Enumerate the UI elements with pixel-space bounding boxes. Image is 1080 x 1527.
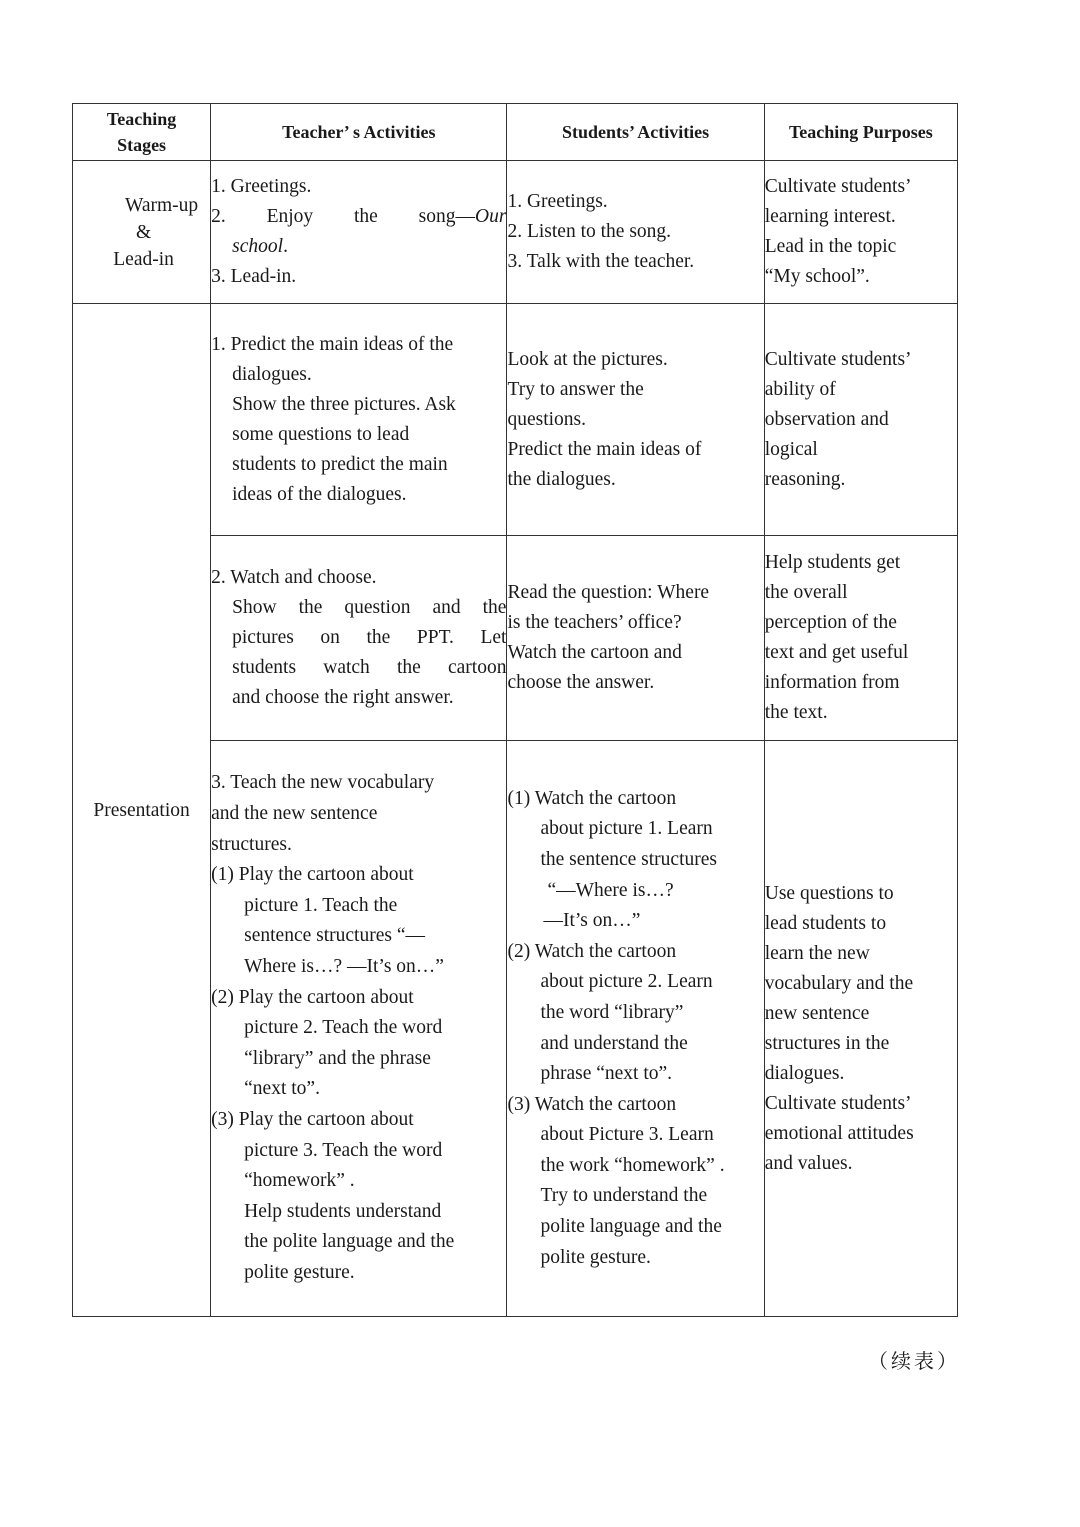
text-line: observation and xyxy=(764,408,889,430)
text-line: Cultivate students’ xyxy=(764,1092,912,1114)
text-word: 2. xyxy=(211,206,226,227)
text-line: (2) Watch the cartoon xyxy=(507,940,677,962)
text-line: pictures on the PPT. Let xyxy=(232,627,507,648)
text-line: about picture 1. Learn xyxy=(540,818,713,840)
text-line: learn the new xyxy=(764,942,870,964)
text-line: 2. Watch and choose. xyxy=(211,567,377,588)
text-line: structures. xyxy=(211,833,292,855)
text-word xyxy=(419,202,507,232)
text-line: Cultivate students’ xyxy=(764,348,912,370)
text-line: vocabulary and the xyxy=(764,972,914,994)
text-word: Enjoy xyxy=(266,206,314,227)
text-line: the polite language and the xyxy=(244,1231,455,1253)
presentation-2-students-activities xyxy=(507,536,764,741)
text-line: reasoning. xyxy=(764,468,846,490)
text-line: ability of xyxy=(764,378,836,400)
text-line: 3. Lead-in. xyxy=(211,266,297,287)
text-line: polite gesture. xyxy=(540,1246,651,1268)
text-line: dialogues. xyxy=(232,363,312,385)
header-teaching-stages: Teaching Stages xyxy=(73,104,211,161)
text-line: learning interest. xyxy=(764,206,896,227)
text-line: some questions to lead xyxy=(232,423,410,445)
text-line: the overall xyxy=(764,582,848,603)
text-line: information from xyxy=(764,672,900,693)
warm-up-teacher-activities xyxy=(211,161,507,304)
text-line: Try to answer the xyxy=(507,378,644,400)
text-line: (3) Play the cartoon about xyxy=(211,1108,414,1130)
header-students-activities: Students’ Activities xyxy=(507,104,764,161)
presentation-1-teacher-activities xyxy=(211,304,507,536)
text-line: the dialogues. xyxy=(507,468,616,490)
text-line: the text. xyxy=(764,702,828,723)
text-line: picture 3. Teach the word xyxy=(244,1139,443,1161)
header-teaching-purposes: Teaching Purposes xyxy=(764,104,957,161)
song-title: Our xyxy=(475,206,507,227)
text-line: choose the answer. xyxy=(507,672,655,693)
presentation-1-students-activities xyxy=(507,304,764,536)
text-line: picture 2. Teach the word xyxy=(244,1017,443,1039)
text-line: polite language and the xyxy=(540,1216,722,1238)
presentation-3-students-activities xyxy=(507,741,764,1317)
text-line: and choose the right answer. xyxy=(232,687,454,708)
text-line: picture 1. Teach the xyxy=(244,894,398,916)
text-line: 2. Listen to the song. xyxy=(507,221,672,242)
text-line: 1. Greetings. xyxy=(211,176,312,197)
song-title: school xyxy=(232,236,284,257)
text-line: about picture 2. Learn xyxy=(540,971,713,993)
text-line: 1. Greetings. xyxy=(507,191,608,212)
stage-warm-up-1: Warm-up xyxy=(124,194,199,216)
text-line: Try to understand the xyxy=(540,1185,708,1207)
text-line: students to predict the main xyxy=(232,453,448,475)
continued-table-note: （续表） xyxy=(868,1349,960,1373)
stage-presentation: Presentation xyxy=(73,304,211,1317)
text-line: students watch the cartoon xyxy=(232,657,507,678)
row-warm-up xyxy=(73,161,958,304)
text-line: lead students to xyxy=(764,912,887,934)
text-line: dialogues. xyxy=(764,1062,845,1084)
stage-warm-up-2: & xyxy=(135,221,152,243)
text-line: Predict the main ideas of xyxy=(507,438,702,460)
text-line: school. xyxy=(232,236,288,257)
presentation-2-teacher-activities xyxy=(211,536,507,741)
text-line: questions. xyxy=(507,408,587,430)
text-line: 1. Predict the main ideas of the xyxy=(211,333,454,355)
text-line xyxy=(211,202,506,232)
text-line: —It’s on…” xyxy=(543,910,641,932)
text-line: “next to”. xyxy=(244,1078,320,1100)
text-line: ideas of the dialogues. xyxy=(232,483,407,505)
warm-up-purposes xyxy=(764,161,957,304)
text-line: 3. Teach the new vocabulary xyxy=(211,772,435,794)
text-word: song— xyxy=(418,206,476,227)
text-line: (2) Play the cartoon about xyxy=(211,986,414,1008)
text-line: Look at the pictures. xyxy=(507,348,668,370)
text-line: Show the three pictures. Ask xyxy=(232,393,456,415)
text-line: Cultivate students’ xyxy=(764,176,912,197)
text-line: Show the question and the xyxy=(232,597,507,618)
text-line: the word “library” xyxy=(540,1001,684,1023)
text-line: “My school”. xyxy=(764,266,870,287)
row-presentation-1 xyxy=(73,304,958,536)
text-line: Help students get xyxy=(764,552,901,573)
presentation-2-purposes xyxy=(764,536,957,741)
text-line: the work “homework” . xyxy=(540,1154,725,1176)
text-word: the xyxy=(354,206,378,227)
text-line: phrase “next to”. xyxy=(540,1063,673,1085)
text-line: (1) Play the cartoon about xyxy=(211,864,414,886)
text-line: structures in the xyxy=(764,1032,890,1054)
text-line: “—Where is…? xyxy=(547,879,674,901)
header-teacher-activities: Teacher’ s Activities xyxy=(211,104,507,161)
text-line: the sentence structures xyxy=(540,848,717,870)
warm-up-students-activities xyxy=(507,161,764,304)
stage-warm-up-3: Lead-in xyxy=(113,248,174,270)
text-line: Watch the cartoon and xyxy=(507,642,682,663)
text-line: (3) Watch the cartoon xyxy=(507,1093,677,1115)
text-line: Help students understand xyxy=(244,1200,442,1222)
presentation-1-purposes xyxy=(764,304,957,536)
text-line: polite gesture. xyxy=(244,1261,355,1283)
presentation-3-teacher-activities xyxy=(211,741,507,1317)
text-line: (1) Watch the cartoon xyxy=(507,787,677,809)
stage-warm-up xyxy=(73,161,211,304)
text-line: perception of the xyxy=(764,612,897,633)
text-line: is the teachers’ office? xyxy=(507,612,682,633)
text-line: and values. xyxy=(764,1152,853,1174)
text-line: Read the question: Where xyxy=(507,582,710,603)
text-line: Use questions to xyxy=(764,882,894,904)
text-line: emotional attitudes xyxy=(764,1122,914,1144)
text-line: and the new sentence xyxy=(211,803,378,825)
text-line: Lead in the topic xyxy=(764,236,897,257)
text-line: text and get useful xyxy=(764,642,909,663)
text-line: Where is…? —It’s on…” xyxy=(244,956,444,978)
text-line: 3. Talk with the teacher. xyxy=(507,251,695,272)
text-line: “library” and the phrase xyxy=(244,1047,431,1069)
presentation-3-purposes xyxy=(764,741,957,1317)
text-line: logical xyxy=(764,438,818,460)
text-line: sentence structures “— xyxy=(244,925,425,947)
text-line: “homework” . xyxy=(244,1170,355,1192)
text-line: new sentence xyxy=(764,1002,870,1024)
text-line: about Picture 3. Learn xyxy=(540,1124,714,1146)
lesson-plan-table xyxy=(72,103,958,1317)
header-row xyxy=(73,104,958,161)
text-line: and understand the xyxy=(540,1032,688,1054)
